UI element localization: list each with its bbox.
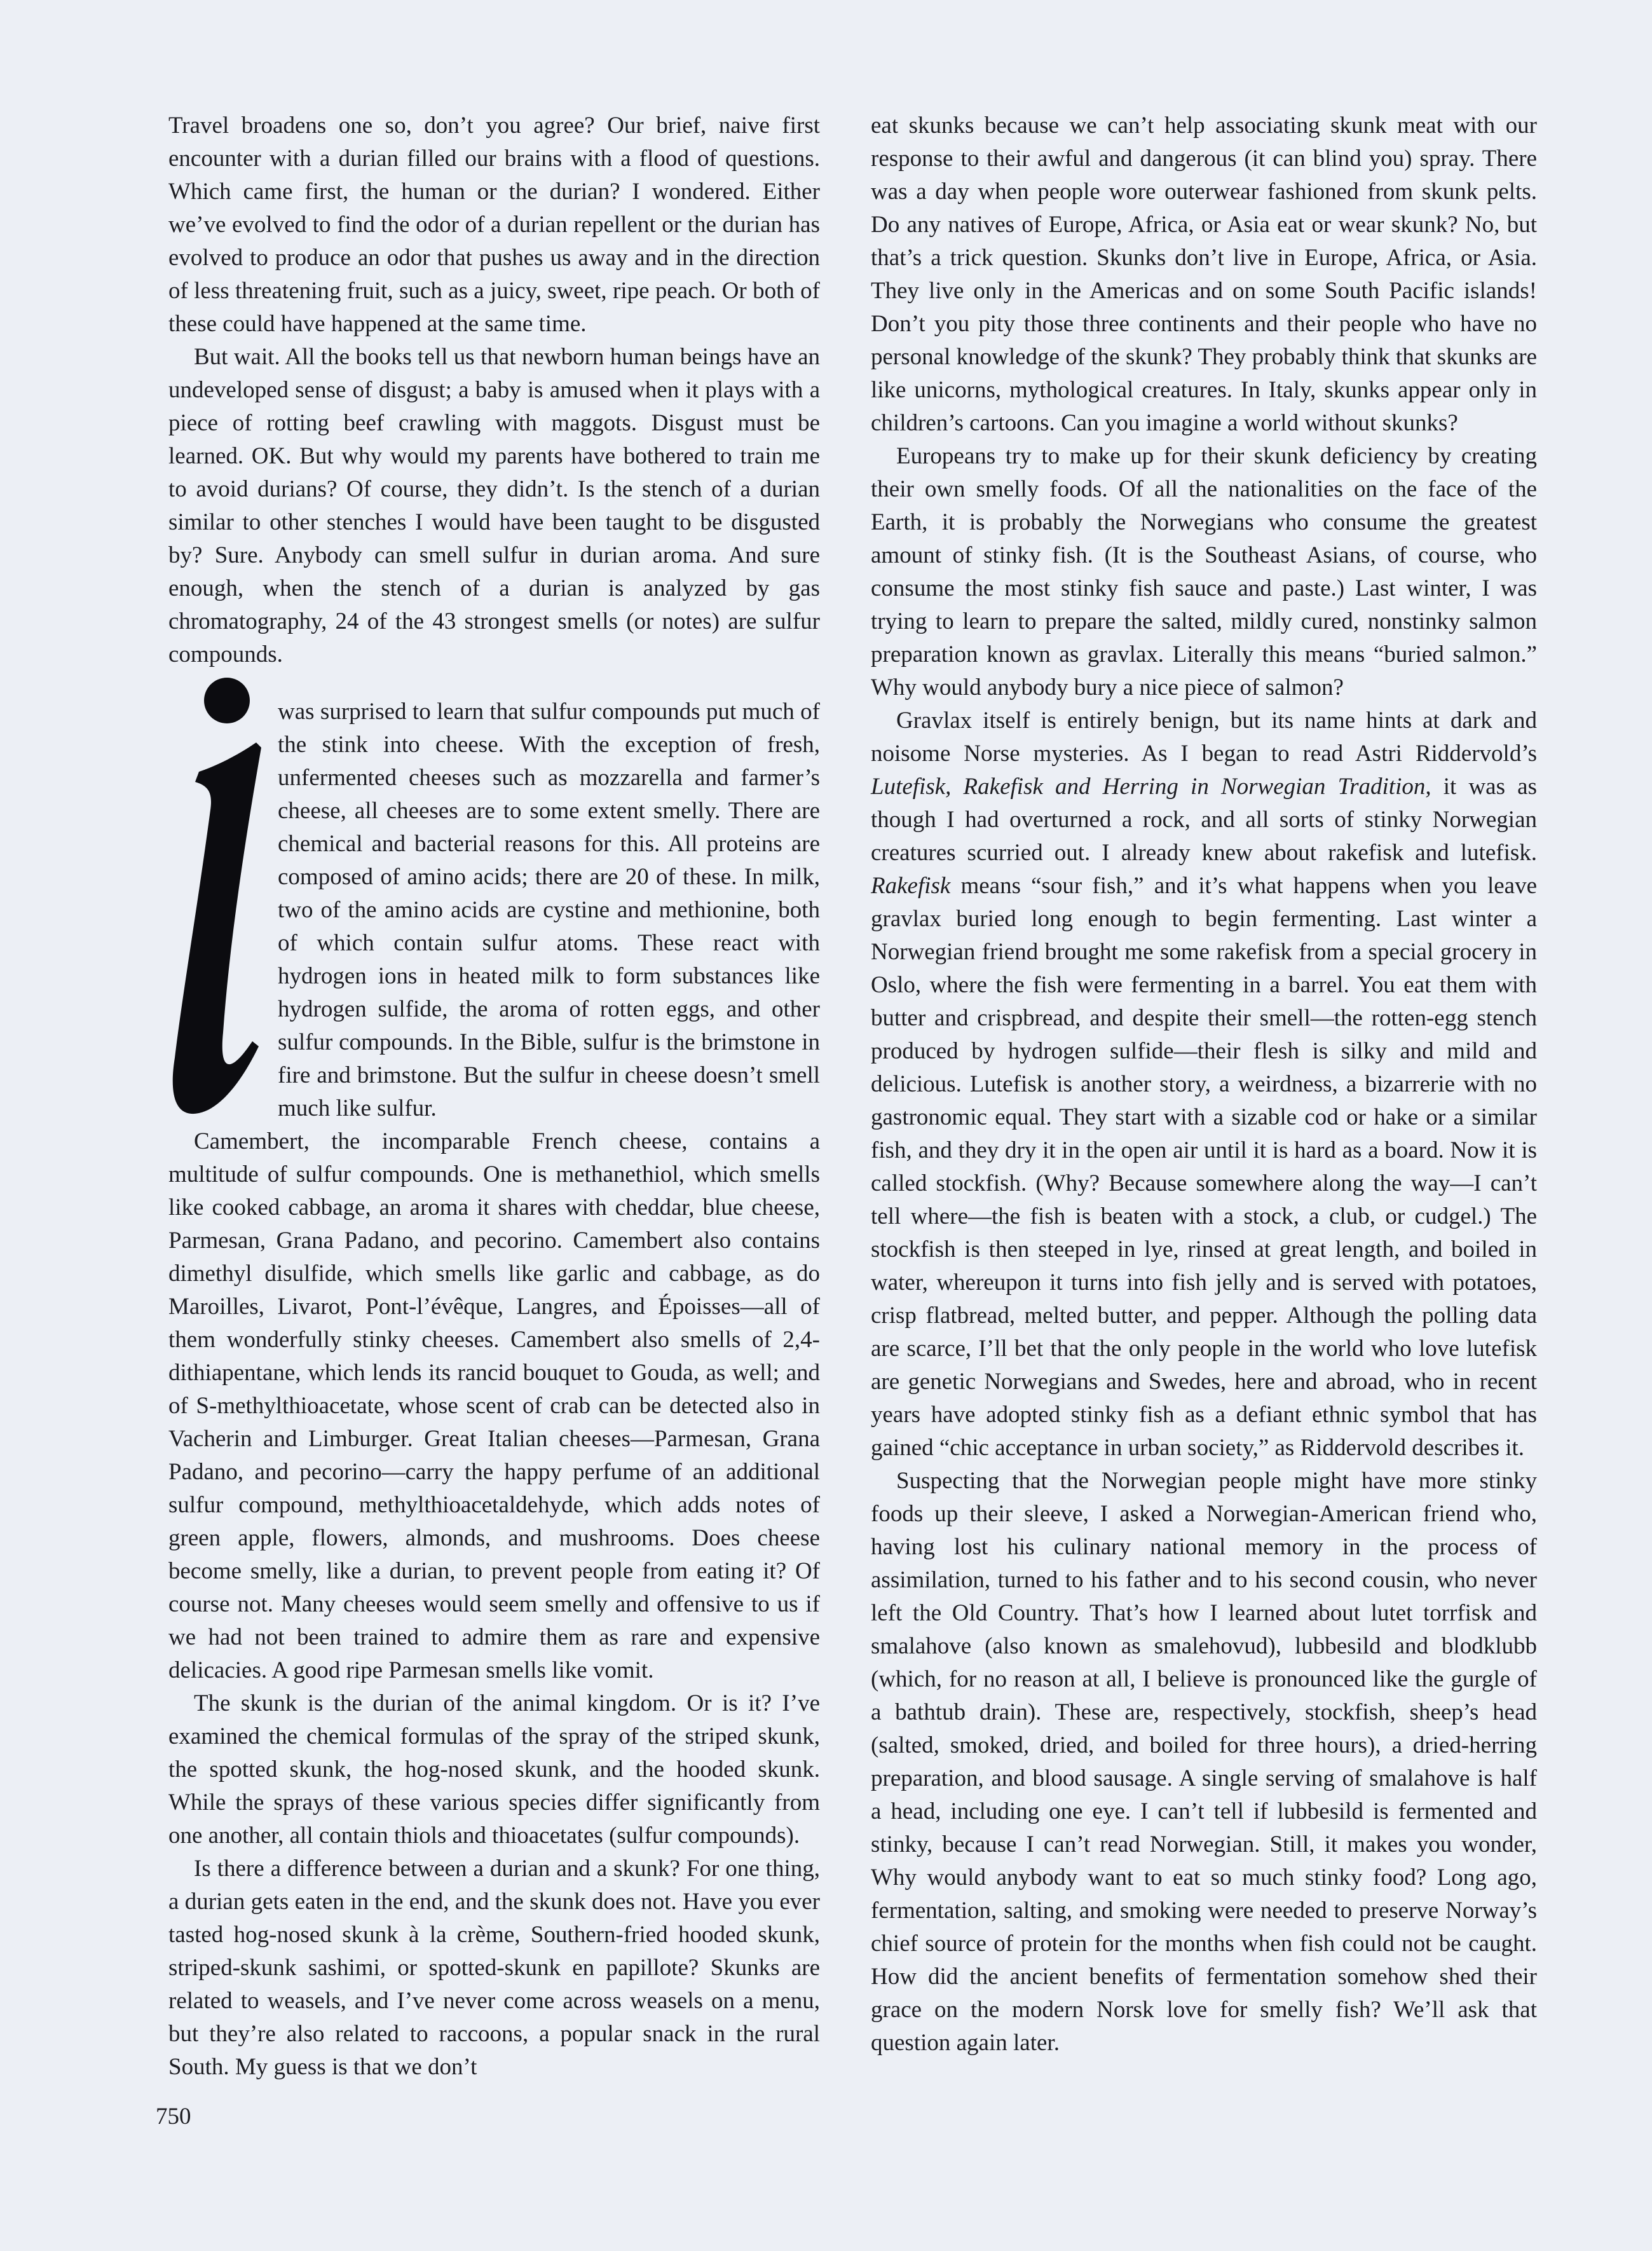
paragraph: Camembert, the incomparable French cheese, contains a multitude of sulfur compounds. One is methanethiol, which smells like cooked cabbage, an aroma it shares with cheddar, blue cheese, Parmesan, Grana Padano, and pecorino. Camembert also contains dimethyl disulfide, which smells like garlic and cabbage, as do Maroilles, Livarot, Pont-l’évêque, Langres, and Époisses—all of them wonderfully stinky cheeses. Camembert also smells of 2,4-dithiapentane, which lends its rancid bouquet to Gouda, as well; and of S-methylthioacetate, whose scent of crab can be detected also in Vacherin and Limburger. Great Italian cheeses—Parmesan, Grana Padano, and pecorino—carry the happy perfume of an additional sulfur compound, methylthioacetaldehyde, which adds notes of green apple, flowers, almonds, and mushrooms. Does cheese become smelly, like a durian, to prevent people from eating it? Of course not. Many cheeses would seem smelly and offensive to us if we had not been trained to admire them as rare and expensive delicacies. A good ripe Parmesan smells like vomit. <box>168 1128 820 1683</box>
dropcap-letter <box>0 0 1 1</box>
page-number: 750 <box>156 2104 191 2130</box>
book-title: Lutefisk, Rakefisk and Herring in Norwegian Tradition, <box>871 774 1431 800</box>
paragraph: Is there a difference between a durian and a skunk? For one thing, a durian gets eaten in the end, and the skunk does not. Have you ever tasted hog-nosed skunk à la crème, Southern-fried hooded skunk, striped-skunk sashimi, or spotted-skunk en papillote? Skunks are related to weasels, and I’ve never come across weasels on a menu, but they’re also related to raccoons, a popular snack in the rural South. My guess is that we don’t <box>168 1856 820 2080</box>
text-run: Gravlax itself is entirely benign, but its name hints at dark and noisome Norse mysteries. As I began to read Astri Riddervold’s <box>871 708 1537 767</box>
text-run: it was as though I had overturned a rock, and all sorts of stinky Norwegian creatures scurried out. I already knew about rakefisk and lutefisk. <box>871 774 1537 866</box>
foreign-term: Rakefisk <box>871 873 951 899</box>
paragraph: Europeans try to make up for their skunk deficiency by creating their own smelly foods. Of all the nationalities on the face of the Earth, it is probably the Norwegians who consume the greatest amount of stinky fish. (It is the Southeast Asians, of course, who consume the most stinky fish sauce and paste.) Last winter, I was trying to learn to prepare the salted, mildly cured, nonstinky salmon preparation known as gravlax. Literally this means “buried salmon.” Why would anybody bury a nice piece of salmon? <box>871 443 1537 701</box>
paragraph: But wait. All the books tell us that newborn human beings have an undeveloped sense of disgust; a baby is amused when it plays with a piece of rotting beef crawling with maggots. Disgust must be learned. OK. But why would my parents have bothered to train me to avoid durians? Of course, they didn’t. Is the stench of a durian similar to other stenches I would have been taught to be disgusted by? Sure. Anybody can smell sulfur in durian aroma. And sure enough, when the stench of a durian is analyzed by gas chromatography, 24 of the 43 strongest smells (or notes) are sulfur compounds. <box>168 344 820 667</box>
paragraph: was surprised to learn that sulfur compounds put much of the stink into cheese. With the exception of fresh, unfermented cheeses such as mozzarella and farmer’s cheese, all cheeses are to some extent smelly. There are chemical and bacterial reasons for this. All proteins are composed of amino acids; there are 20 of these. In milk, two of the amino acids are cystine and methionine, both of which contain sulfur atoms. These react with hydrogen ions in heated milk to form substances like hydrogen sulfide, the aroma of rotten eggs, and other sulfur compounds. In the Bible, sulfur is the brimstone in fire and brimstone. But the sulfur in cheese doesn’t smell much like sulfur. <box>278 699 820 1121</box>
paragraph <box>871 704 1537 1465</box>
paragraph: eat skunks because we can’t help associating skunk meat with our response to their awful and dangerous (it can blind you) spray. There was a day when people wore outerwear fashioned from skunk pelts. Do any natives of Europe, Africa, or Asia eat or wear skunk? No, but that’s a trick question. Skunks don’t live in Europe, Africa, or Asia. They live only in the Americas and on some South Pacific islands! Don’t you pity those three continents and their people who have no personal knowledge of the skunk? They probably think that skunks are like unicorns, mythological creatures. In Italy, skunks appear only in children’s cartoons. Can you imagine a world without skunks? <box>871 113 1537 436</box>
right-column <box>871 109 1537 2060</box>
text-run: means “sour fish,” and it’s what happens when you leave gravlax buried long enough to begin fermenting. Last winter a Norwegian friend brought me some rakefisk from a special grocery in Oslo, where the fish were fermenting in a barrel. You eat them with butter and crispbread, and despite their smell—the rotten-egg stench produced by hydrogen sulfide—their flesh is silky and mild and delicious. Lutefisk is another story, a weirdness, a bizarrerie with no gastronomic equal. They start with a sizable cod or hake or a similar fish, and they dry it in the open air until it is hard as a board. Now it is called stockfish. (Why? Because somewhere along the way—I can’t tell where—the fish is beaten with a stock, a club, or cudgel.) The stockfish is then steeped in lye, rinsed at great length, and boiled in water, whereupon it turns into fish jelly and is served with potatoes, crisp flatbread, melted butter, and pepper. Although the polling data are scarce, I’ll bet that the only people in the world who love lutefisk are genetic Norwegians and Swedes, here and abroad, who in recent years have adopted stinky fish as a defiant ethnic symbol that has gained “chic acceptance in urban society,” as Riddervold describes it. <box>871 873 1537 1461</box>
dropcap-section <box>168 695 820 1687</box>
paragraph: Travel broadens one so, don’t you agree? Our brief, naive first encounter with a durian filled our brains with a flood of questions. Which came first, the human or the durian? I wondered. Either we’ve evolved to find the odor of a durian repellent or the durian has evolved to produce an odor that pushes us away and in the direction of less threatening fruit, such as a juicy, sweet, ripe peach. Or both of these could have happened at the same time. <box>168 113 820 337</box>
paragraph: Suspecting that the Norwegian people might have more stinky foods up their sleeve, I asked a Norwegian-American friend who, having lost his culinary national memory in the process of assimilation, turned to his father and to his second cousin, who never left the Old Country. That’s how I learned about lutet torrfisk and smalahove (also known as smalehovud), lubbesild and blodklubb (which, for no reason at all, I believe is pronounced like the gurgle of a bathtub drain). These are, respectively, stockfish, sheep’s head (salted, smoked, dried, and boiled for three hours), a dried-herring preparation, and blood sausage. A single serving of smalahove is half a head, including one eye. I can’t tell if lubbesild is fermented and stinky, because I can’t read Norwegian. Still, it makes you wonder, Why would anybody want to eat so much stinky food? Long ago, fermentation, salting, and smoking were needed to preserve Norway’s chief source of protein for the months when fish could not be caught. How did the ancient benefits of fermentation somehow shed their grace on the modern Norsk love for smelly fish? We’ll ask that question again later. <box>871 1468 1537 2056</box>
dropcap-i-icon <box>168 676 264 1115</box>
paragraph: The skunk is the durian of the animal kingdom. Or is it? I’ve examined the chemical formulas of the spray of the striped skunk, the spotted skunk, the hog-nosed skunk, and the hooded skunk. While the sprays of these various species differ significantly from one another, all contain thiols and thioacetates (sulfur compounds). <box>168 1690 820 1849</box>
left-column <box>168 109 820 2084</box>
